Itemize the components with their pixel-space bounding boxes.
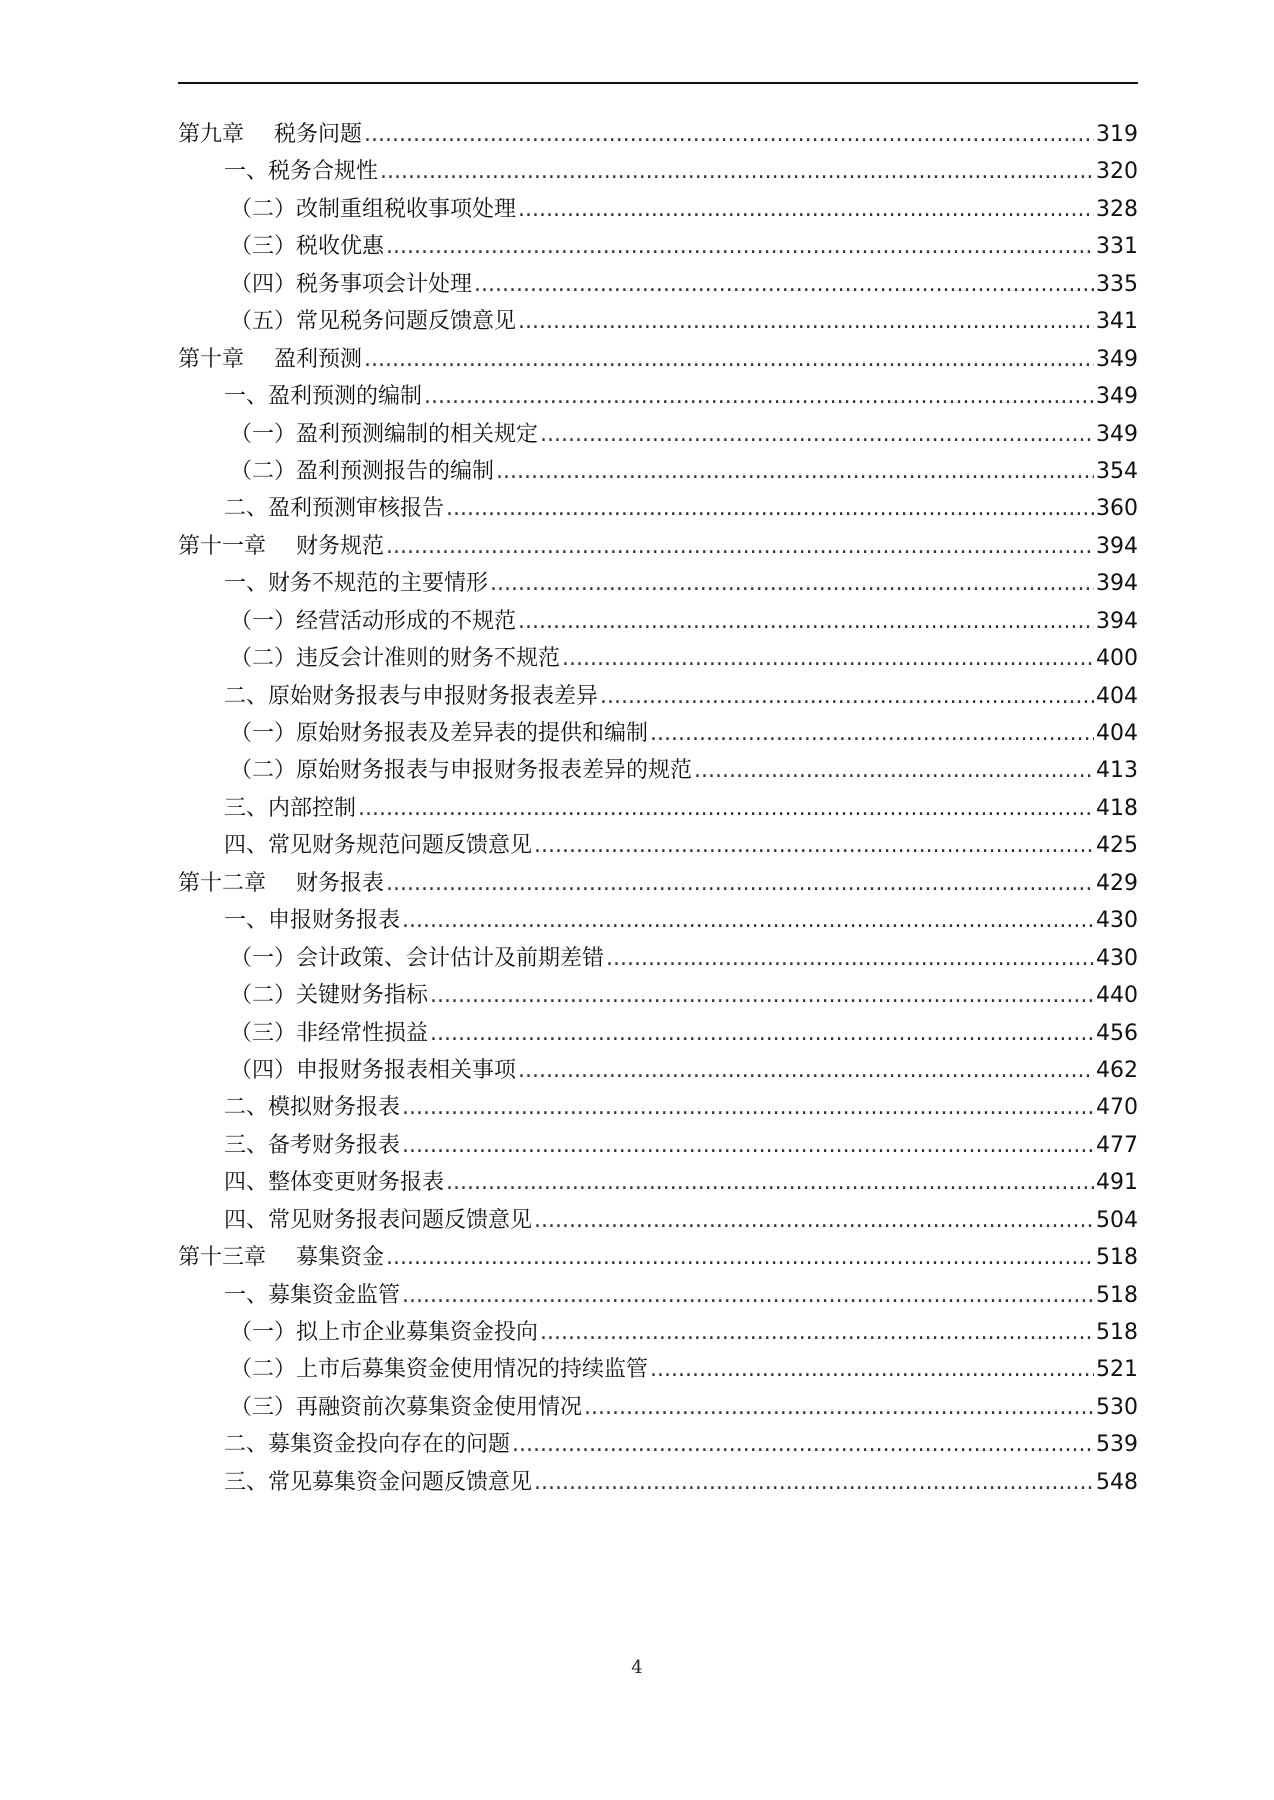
toc-entry[interactable] xyxy=(178,1314,1138,1351)
toc-entry-title: （一）拟上市企业募集资金投向 xyxy=(230,1320,539,1345)
toc-entry-title: 一、申报财务报表 xyxy=(224,908,401,934)
toc-entry-page: 354 xyxy=(1096,458,1138,484)
toc-entry-page: 404 xyxy=(1096,721,1138,746)
toc-entry-label xyxy=(230,940,604,977)
toc-entry[interactable] xyxy=(178,752,1138,789)
dot-leader xyxy=(402,902,1094,939)
dot-leader xyxy=(540,1314,1094,1351)
dot-leader xyxy=(650,715,1094,752)
toc-entry-title: （二）违反会计准则的财务不规范 xyxy=(230,646,561,672)
dot-leader xyxy=(386,1239,1094,1276)
dot-leader xyxy=(424,378,1094,415)
toc-entry[interactable] xyxy=(178,565,1138,602)
toc-entry[interactable] xyxy=(178,490,1138,527)
page-number: 4 xyxy=(631,1657,643,1678)
toc-entry[interactable] xyxy=(178,1127,1138,1164)
toc-entry-title: 财务规范 xyxy=(296,533,385,559)
dot-leader xyxy=(496,453,1094,490)
dot-leader xyxy=(518,191,1094,228)
toc-entry-title: 四、整体变更财务报表 xyxy=(224,1170,445,1196)
toc-entry-page: 462 xyxy=(1096,1057,1138,1083)
toc-entry-page: 349 xyxy=(1096,421,1138,447)
toc-entry[interactable] xyxy=(178,1351,1138,1388)
toc-entry[interactable] xyxy=(178,1089,1138,1126)
toc-entry-page: 418 xyxy=(1096,795,1138,821)
toc-chapter-entry[interactable] xyxy=(178,116,1138,153)
toc-entry-label xyxy=(230,1351,648,1388)
toc-entry-title: （四）税务事项会计处理 xyxy=(230,271,473,297)
toc-entry-page: 518 xyxy=(1096,1282,1138,1308)
dot-leader xyxy=(402,1127,1094,1164)
toc-entry-page: 530 xyxy=(1096,1394,1138,1420)
dot-leader xyxy=(386,528,1094,565)
toc-entry-page: 548 xyxy=(1096,1469,1138,1495)
toc-entry[interactable] xyxy=(178,1277,1138,1314)
toc-entry-title: （二）关键财务指标 xyxy=(230,983,429,1009)
toc-entry[interactable] xyxy=(178,1052,1138,1089)
toc-entry-label xyxy=(178,528,384,565)
toc-entry-label xyxy=(224,565,488,602)
toc-entry-title: 三、备考财务报表 xyxy=(224,1132,401,1158)
toc-entry-page: 425 xyxy=(1096,833,1138,859)
toc-entry-label xyxy=(230,1052,516,1089)
toc-entry-title: 二、募集资金投向存在的问题 xyxy=(224,1432,511,1458)
toc-entry-title: 一、募集资金监管 xyxy=(224,1282,401,1308)
toc-entry-page: 521 xyxy=(1096,1357,1138,1383)
toc-entry-label xyxy=(224,827,532,864)
toc-entry-title: 盈利预测 xyxy=(274,346,363,372)
toc-entry[interactable] xyxy=(178,940,1138,977)
toc-entry[interactable] xyxy=(178,827,1138,864)
toc-entry-title: 二、模拟财务报表 xyxy=(224,1095,401,1121)
dot-leader xyxy=(606,940,1094,977)
dot-leader xyxy=(386,228,1094,265)
toc-entry-label xyxy=(230,640,560,677)
toc-entry-title: 二、原始财务报表与申报财务报表差异 xyxy=(224,683,599,709)
dot-leader xyxy=(446,490,1094,527)
toc-entry-page: 394 xyxy=(1096,608,1138,634)
dot-leader xyxy=(650,1351,1094,1388)
toc-entry-title: 税务问题 xyxy=(274,122,363,147)
toc-entry[interactable] xyxy=(178,902,1138,939)
toc-entry-page: 477 xyxy=(1096,1132,1138,1158)
toc-entry[interactable] xyxy=(178,1389,1138,1426)
toc-entry-page: 413 xyxy=(1096,758,1138,784)
toc-entry-label xyxy=(230,1314,538,1351)
toc-entry-page: 349 xyxy=(1096,384,1138,410)
chapter-number: 第十一章 xyxy=(178,533,267,559)
toc-entry[interactable] xyxy=(178,1164,1138,1201)
dot-leader xyxy=(694,752,1094,789)
toc-entry[interactable] xyxy=(178,715,1138,752)
toc-entry[interactable] xyxy=(178,266,1138,303)
toc-chapter-entry[interactable] xyxy=(178,865,1138,902)
dot-leader xyxy=(358,790,1094,827)
toc-entry-label xyxy=(178,341,362,378)
toc-entry-title: 一、税务合规性 xyxy=(224,159,379,185)
toc-entry-label xyxy=(230,603,516,640)
toc-entry[interactable] xyxy=(178,640,1138,677)
toc-entry-page: 335 xyxy=(1096,271,1138,297)
toc-entry-page: 328 xyxy=(1096,196,1138,222)
toc-entry-label xyxy=(178,1239,384,1276)
toc-entry-page: 456 xyxy=(1096,1020,1138,1046)
toc-entry-page: 518 xyxy=(1096,1245,1138,1271)
toc-entry[interactable] xyxy=(178,1015,1138,1052)
toc-entry-page: 429 xyxy=(1096,870,1138,896)
header-rule xyxy=(178,82,1138,84)
dot-leader xyxy=(364,341,1094,378)
toc-entry[interactable] xyxy=(178,1426,1138,1463)
toc-entry-page: 404 xyxy=(1096,683,1138,709)
chapter-number: 第九章 xyxy=(178,122,245,147)
toc-entry-label xyxy=(230,977,428,1014)
toc-entry[interactable] xyxy=(178,790,1138,827)
toc-entry-page: 504 xyxy=(1096,1207,1138,1233)
dot-leader xyxy=(534,1464,1094,1501)
dot-leader xyxy=(512,1426,1094,1463)
toc-entry-title: （三）再融资前次募集资金使用情况 xyxy=(230,1394,583,1420)
toc-entry-title: 三、常见募集资金问题反馈意见 xyxy=(224,1469,533,1495)
dot-leader xyxy=(534,827,1094,864)
toc-entry-page: 470 xyxy=(1096,1095,1138,1121)
toc-entry-page: 331 xyxy=(1096,234,1138,260)
toc-entry-title: （一）会计政策、会计估计及前期差错 xyxy=(230,945,605,971)
toc-entry-title: （二）盈利预测报告的编制 xyxy=(230,458,495,484)
toc-entry-page: 440 xyxy=(1096,983,1138,1009)
toc-entry-label xyxy=(178,865,384,902)
toc-entry-title: （五）常见税务问题反馈意见 xyxy=(230,309,517,335)
toc-entry-title: 三、内部控制 xyxy=(224,795,357,821)
toc-entry-label xyxy=(230,1015,428,1052)
toc-entry-page: 349 xyxy=(1096,346,1138,372)
toc-entry-page: 319 xyxy=(1096,122,1138,147)
toc-entry-label xyxy=(230,453,494,490)
dot-leader xyxy=(402,1277,1094,1314)
toc-entry-label xyxy=(230,752,692,789)
dot-leader xyxy=(518,303,1094,340)
dot-leader xyxy=(584,1389,1094,1426)
toc-entry-title: （一）原始财务报表及差异表的提供和编制 xyxy=(230,721,649,746)
toc-entry-label xyxy=(224,1164,444,1201)
dot-leader xyxy=(446,1164,1094,1201)
toc-chapter-entry[interactable] xyxy=(178,528,1138,565)
toc-chapter-entry[interactable] xyxy=(178,1239,1138,1276)
toc-entry-label xyxy=(230,715,648,752)
toc-entry-label xyxy=(230,303,516,340)
toc-entry-title: （一）盈利预测编制的相关规定 xyxy=(230,421,539,447)
toc-entry-page: 341 xyxy=(1096,309,1138,335)
toc-entry-label xyxy=(224,1426,510,1463)
toc-entry-title: 财务报表 xyxy=(296,870,385,896)
chapter-number: 第十章 xyxy=(178,346,245,372)
dot-leader xyxy=(518,603,1094,640)
toc-entry-label xyxy=(224,1127,400,1164)
toc-entry-label xyxy=(224,790,356,827)
toc-entry[interactable] xyxy=(178,153,1138,190)
table-of-contents xyxy=(178,116,1138,1501)
toc-entry-page: 394 xyxy=(1096,571,1138,597)
toc-entry-label xyxy=(230,416,538,453)
toc-entry[interactable] xyxy=(178,191,1138,228)
toc-entry-title: （一）经营活动形成的不规范 xyxy=(230,608,517,634)
chapter-number: 第十三章 xyxy=(178,1245,267,1271)
toc-entry-title: （四）申报财务报表相关事项 xyxy=(230,1057,517,1083)
toc-entry-page: 491 xyxy=(1096,1170,1138,1196)
toc-entry-page: 518 xyxy=(1096,1320,1138,1345)
toc-entry-label xyxy=(230,191,516,228)
toc-entry[interactable] xyxy=(178,977,1138,1014)
toc-entry[interactable] xyxy=(178,1464,1138,1501)
dot-leader xyxy=(562,640,1094,677)
chapter-number: 第十二章 xyxy=(178,870,267,896)
toc-entry-page: 430 xyxy=(1096,908,1138,934)
toc-entry-page: 320 xyxy=(1096,159,1138,185)
toc-entry-label xyxy=(224,1202,532,1239)
toc-entry-label xyxy=(224,378,422,415)
dot-leader xyxy=(380,153,1094,190)
dot-leader xyxy=(540,416,1094,453)
toc-entry-title: （二）上市后募集资金使用情况的持续监管 xyxy=(230,1357,649,1383)
dot-leader xyxy=(386,865,1094,902)
toc-entry-title: （三）税收优惠 xyxy=(230,234,385,260)
toc-entry[interactable] xyxy=(178,603,1138,640)
toc-entry[interactable] xyxy=(178,453,1138,490)
toc-entry-label xyxy=(224,678,598,715)
toc-entry-page: 360 xyxy=(1096,496,1138,522)
toc-entry-label xyxy=(224,1464,532,1501)
toc-entry[interactable] xyxy=(178,1202,1138,1239)
toc-entry-label xyxy=(178,116,362,153)
toc-entry[interactable] xyxy=(178,303,1138,340)
toc-entry-label xyxy=(230,266,472,303)
toc-entry-label xyxy=(230,1389,582,1426)
toc-entry-title: 募集资金 xyxy=(296,1245,385,1271)
dot-leader xyxy=(600,678,1094,715)
toc-entry-label xyxy=(224,1277,400,1314)
toc-entry-title: 一、财务不规范的主要情形 xyxy=(224,571,489,597)
dot-leader xyxy=(490,565,1094,602)
dot-leader xyxy=(402,1089,1094,1126)
toc-entry-title: （二）原始财务报表与申报财务报表差异的规范 xyxy=(230,758,693,784)
toc-entry[interactable] xyxy=(178,378,1138,415)
dot-leader xyxy=(430,977,1094,1014)
toc-entry-label xyxy=(230,228,384,265)
dot-leader xyxy=(518,1052,1094,1089)
toc-entry-label xyxy=(224,490,444,527)
toc-entry-title: （三）非经常性损益 xyxy=(230,1020,429,1046)
toc-entry[interactable] xyxy=(178,416,1138,453)
toc-entry-page: 394 xyxy=(1096,533,1138,559)
toc-entry-title: 一、盈利预测的编制 xyxy=(224,384,423,410)
toc-entry-label xyxy=(224,153,378,190)
dot-leader xyxy=(364,116,1094,153)
dot-leader xyxy=(474,266,1094,303)
toc-entry[interactable] xyxy=(178,228,1138,265)
toc-entry-title: 四、常见财务报表问题反馈意见 xyxy=(224,1207,533,1233)
toc-entry-label xyxy=(224,902,400,939)
toc-entry-title: （二）改制重组税收事项处理 xyxy=(230,196,517,222)
toc-entry-title: 四、常见财务规范问题反馈意见 xyxy=(224,833,533,859)
dot-leader xyxy=(430,1015,1094,1052)
toc-entry-page: 539 xyxy=(1096,1432,1138,1458)
toc-entry-label xyxy=(224,1089,400,1126)
toc-chapter-entry[interactable] xyxy=(178,341,1138,378)
toc-entry-page: 430 xyxy=(1096,945,1138,971)
toc-entry-title: 二、盈利预测审核报告 xyxy=(224,496,445,522)
toc-entry-page: 400 xyxy=(1096,646,1138,672)
toc-entry[interactable] xyxy=(178,678,1138,715)
dot-leader xyxy=(534,1202,1094,1239)
